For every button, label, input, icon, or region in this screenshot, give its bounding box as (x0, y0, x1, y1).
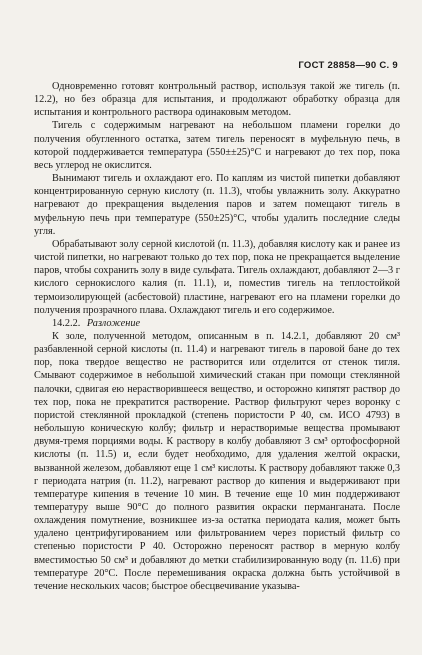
paragraph: Обрабатывают золу серной кислотой (п. 11.3), добавляя кислоту как и ранее из чистой пипетки, но нагревают только до тех пор, пока не прекращается выделение паров, чтобы сохранить золу в виде сульфата. Тигель охлаждают, добавляют 2—3 г кислого сернокислого калия (п. 11.1), и, поместив тигель на теплостойкой термоизолирующей (асбестовой) пластине, нагревают его на пламени горелки до получения прозрачного плава. Охлаждают тигель и его содержимое. (34, 238, 400, 316)
paragraph: Тигель с содержимым нагревают на небольшом пламени горелки до получения обугленного остатка, затем тигель переносят в муфельную печь, в которой поддерживается температура (550±±25)°С и нагревают до тех пор, пока весь углерод не окислится. (34, 120, 400, 171)
section-title: Разложение (86, 317, 141, 329)
page-header: ГОСТ 28858—90 С. 9 (298, 60, 398, 71)
document-body (34, 80, 400, 593)
paragraph: Одновременно готовят контрольный раствор, используя такой же тигель (п. 12.2), но без образца для испытания, и продолжают обработку образца для испытания и контрольного раствора одинаковым методом. (34, 81, 400, 119)
paragraph: Вынимают тигель и охлаждают его. По каплям из чистой пипетки добавляют концентрированную серную кислоту (п. 11.3), чтобы увлажнить золу. Аккуратно нагревают до прекращения выделения паров и затем помещают тигель в муфельную печь при температуре (550±25)°С, чтобы удалить последние следы угля. (34, 173, 400, 237)
section-heading (34, 317, 400, 330)
paragraph: К золе, полученной методом, описанным в п. 14.2.1, добавляют 20 см³ разбавленной серной кислоты (п. 11.4) и нагревают тигель в паровой бане до тех пор, пока твердое вещество не растворится или отделится от стенок тигля. Смывают содержимое в небольшой химический стакан при помощи стеклянной палочки, сдвигая ею нерастворившееся вещество, и осторожно кипятят раствор до тех пор, пока не прекратится растворение. Раствор фильтруют через воронку с пористой стеклянной прокладкой (степень пористости Р 40, см. ИСО 4793) в небольшую коническую колбу; фильтр и нерастворимые вещества промывают двумя-тремя порциями воды. К раствору в колбу добавляют 3 см³ ортофосфорной кислоты (п. 11.5) и, если будет необходимо, для удаления желтой окраски, вызванной железом, добавляют еще 1 см³ кислоты. К раствору добавляют также 0,3 г периодата натрия (п. 11.2), нагревают раствор до кипения и выдерживают при температуре кипения в течение 10 мин. В течение еще 10 мин поддерживают температуру выше 90°С до полного развития окраски перманганата. После охлаждения помутнение, возникшее из-за остатка периодата калия, может быть удалено центрифугированием или фильтрованием через пористый фильтр со степенью пористости Р 40. Осторожно переносят раствор в мерную колбу вместимостью 50 см³ и добавляют до метки стабилизированную воду (п. 11.6) при температуре 20°С. После перемешивания окраска должна быть устойчивой в течение нескольких часов; быстрое обесцвечивание указыва- (34, 330, 400, 592)
section-number: 14.2.2. (52, 317, 81, 329)
